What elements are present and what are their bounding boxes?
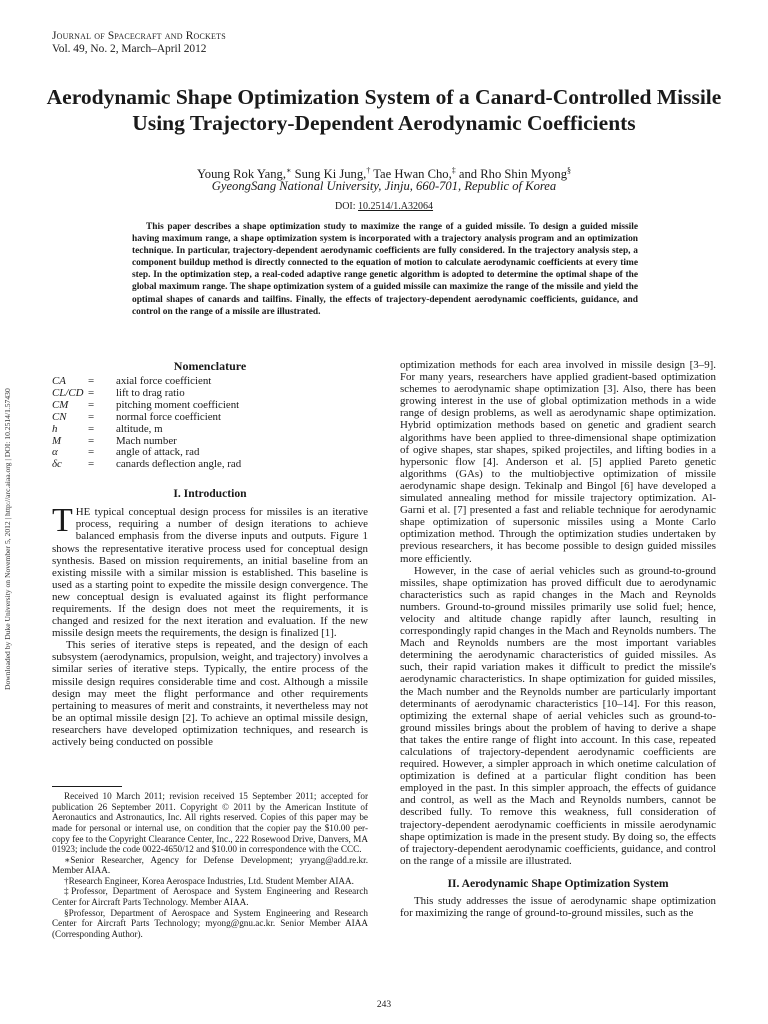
nomenclature-equals: = <box>88 446 95 459</box>
journal-name: Journal of Spacecraft and Rockets <box>52 30 226 42</box>
nomenclature-symbol: CM <box>52 398 69 411</box>
abstract: This paper describes a shape optimization study to maximize the range of a guided missile. To design a guided missile having maximum range, a shape optimization system is incorporated with a trajectory analysis program and an optimization technique. In particular, trajectory-dependent aerodynamic coefficients are fully considered. In the trajectory analysis step, a component buildup method is directly connected to the equation of motion to calculate aerodynamic coefficients at every time step. In the optimization step, a real-coded adaptive range genetic algorithm is adopted to determine the optimal shape of the global maximum range. The shape optimization system of a guided missile can maximize the range of the missile and yield the optimal shapes of canards and tailfins. Finally, the effects of trajectory-dependent aerodynamic coefficients, guidance, and control on the range of a missile are illustrated. <box>132 222 638 317</box>
author-3: Tae Hwan Cho, <box>373 167 452 182</box>
nomenclature-definition: normal force coefficient <box>116 410 222 423</box>
nomenclature-symbol: CA <box>52 375 66 387</box>
right-column <box>400 359 716 919</box>
nomenclature-equals: = <box>88 458 95 471</box>
page-number: 243 <box>376 1000 392 1010</box>
nomenclature-symbol: h <box>52 422 58 435</box>
nomenclature-symbol: CL/CD <box>52 386 84 399</box>
download-notice: Downloaded by Duke University on November 5, 2012 | http://arc.aiaa.org | DOI: 10.2514/1.57430 <box>3 388 12 690</box>
author-and: and <box>458 167 478 182</box>
nomenclature-symbol: δc <box>52 458 62 471</box>
doi-link[interactable]: 10.2514/1.A32064 <box>358 201 434 212</box>
nomenclature-equals: = <box>88 422 95 435</box>
doi-line <box>0 201 768 213</box>
right-paragraph-1: optimization methods for each area involved in missile design [3–9]. For many years, researchers have applied gradient-based optimization schemes to aerodynamic shape optimization [3]. Also, there has been growing interest in the use of global optimization methods in a wide range of design problems, as well as aerodynamic shape optimization. Hybrid optimization methods based on genetic and gradient search algorithms have been applied to three-dimensional shape optimization of ogive shapes, star shapes, spiked projectiles, and lifting bodies in a hypersonic flow [4]. Anderson et al. [5] applied Pareto genetic algorithms (GAs) to the multiobjective optimization of missile aerodynamic shape design. Tekinalp and Bingol [6] have developed a simulated annealing method for missile trajectory optimization. Al-Garni et al. [7] presented a fast and reliable technique for aerodynamic shape optimization of supersonic missiles using a Monte Carlo optimization method. Through the optimization studies undertaken by previous researchers, it has become possible to design guided missiles more efficiently. <box>400 359 716 565</box>
drop-cap: T <box>52 502 73 540</box>
nomenclature-list <box>52 376 368 471</box>
footnote-author-3: ‡Professor, Department of Aerospace and System Engineering and Research Center for Aircraft Parts Technology. Member AIAA. <box>52 886 368 908</box>
section-heading-optimization-system: II. Aerodynamic Shape Optimization System <box>447 876 669 890</box>
nomenclature-row <box>52 436 368 448</box>
journal-issue: Vol. 49, No. 2, March–April 2012 <box>52 43 207 55</box>
intro-paragraph-2: This series of iterative steps is repeated, and the design of each subsystem (aerodynamics, propulsion, weight, and trajectory) involves a similar series of iterative steps. Typically, the entire process of the missile design requires considerable time and cost. Although a missile design may meet the flight performance and other requirements pertaining to measures of merit and constraints, it nevertheless may not be an optimal missile design [2]. To achieve an optimal missile design, researchers have developed optimization techniques, and research is actively being conducted on possible <box>52 639 368 749</box>
nomenclature-definition: axial force coefficient <box>116 375 212 387</box>
nomenclature-equals: = <box>88 375 95 387</box>
right-paragraph-2: However, in the case of aerial vehicles such as ground-to-ground missiles, shape optimization has proved difficult due to aerodynamic characteristics such as rapid changes in the Mach and Reynolds numbers. Ground-to-ground missiles primarily use solid fuel; hence, velocity and altitude change rapidly after launch, resulting in correspondingly rapid changes in the Mach and Reynolds numbers. The Mach and Reynolds numbers are the most important variables determining the aerodynamic characteristics of guided missiles. As such, their rapid variation makes it difficult to predict the missile's aerodynamic characteristics. In shape optimization for guided missiles, the Mach number and the Reynolds number are particularly important determinants of aerodynamic characteristics [10–14]. For this reason, optimizing the external shape of aerial vehicles such as ground-to-ground missiles brings about the problem of having to derive a shape that takes the entire range of flight into account. In this case, repeated calculations of trajectory-dependent aerodynamic coefficients are required. However, a simpler approach in which onetime calculation of optimization is defined at a particular flight condition has been employed in the past. In this simpler approach, the effects of guidance and control, as well as the Mach and Reynolds numbers, cannot be described fully. To remove this weakness, full consideration of trajectory-dependent aerodynamic coefficients in missile aerodynamic shape optimization is made in the present study. By doing so, the effects of trajectory-dependent aerodynamic coefficients, guidance, and control on the range of a missile are illustrated. <box>400 564 716 867</box>
nomenclature-definition: Mach number <box>116 434 177 447</box>
footnote-author-4: §Professor, Department of Aerospace and System Engineering and Research Center for Aircraft Parts Technology; myong@gnu.ac.kr. Senior Member AIAA (Corresponding Author). <box>52 907 368 939</box>
doi-label: DOI: <box>334 201 356 212</box>
nomenclature-symbol: CN <box>52 410 67 423</box>
author-4: Rho Shin Myong <box>480 167 568 182</box>
nomenclature-equals: = <box>88 410 95 423</box>
footnote-rule <box>52 786 122 787</box>
author-4-mark[interactable]: § <box>567 166 572 175</box>
nomenclature-title: Nomenclature <box>173 359 247 373</box>
nomenclature-row <box>52 400 368 412</box>
footnote-author-1: ∗Senior Researcher, Agency for Defense Development; yryang@add.re.kr. Member AIAA. <box>52 854 368 876</box>
nomenclature-definition: pitching moment coefficient <box>116 398 240 411</box>
left-column <box>52 359 368 939</box>
nomenclature-equals: = <box>88 398 95 411</box>
author-2: Sung Ki Jung, <box>294 167 367 182</box>
author-2-mark[interactable]: † <box>366 166 371 175</box>
nomenclature-row <box>52 376 368 388</box>
author-1-mark[interactable]: ∗ <box>285 166 292 175</box>
nomenclature-definition: canards deflection angle, rad <box>116 458 242 471</box>
nomenclature-definition: lift to drag ratio <box>116 386 185 399</box>
nomenclature-definition: altitude, m <box>116 422 163 435</box>
nomenclature-equals: = <box>88 434 95 447</box>
intro-paragraph-1-text: HE typical conceptual design process for missiles is an iterative process, requiring a number of design iterations to achieve balanced emphasis from the diverse inputs and outputs. Figure 1 shows the representative iterative process used for conceptual design synthesis. Based on mission requirements, an initial baseline from an existing missile with a similar mission is established. This baseline is used as a starting point to expedite the missile design convergence. The new conceptual design is evaluated against its flight performance requirements. If the design does not meet the requirements, it is changed and resized for the next iteration and evaluation. If the new missile design meets the requirements, the design is finalized [1]. <box>52 506 368 640</box>
nomenclature-equals: = <box>88 386 95 399</box>
journal-header <box>52 30 226 56</box>
intro-paragraph-1 <box>52 502 368 640</box>
nomenclature-definition: angle of attack, rad <box>116 446 200 459</box>
section-heading-introduction: I. Introduction <box>173 487 247 501</box>
nomenclature-row <box>52 459 368 471</box>
footnotes <box>52 791 368 939</box>
footnote-received: Received 10 March 2011; revision received 15 September 2011; accepted for publication 26 September 2011. Copyright © 2011 by the American Institute of Aeronautics and Astronautics, Inc. All rights reserved. Copies of this paper may be made for personal or internal use, on condition that the copier pay the $10.00 per-copy fee to the Copyright Clearance Center, Inc., 222 Rosewood Drive, Danvers, MA 01923; include the code 0022-4650/12 and $10.00 in correspondence with the CCC. <box>52 791 368 855</box>
nomenclature-row <box>52 412 368 424</box>
right-paragraph-3: This study addresses the issue of aerodynamic shape optimization for maximizing the range of ground-to-ground missiles, such as the <box>400 894 716 920</box>
nomenclature-symbol: α <box>52 446 58 459</box>
paper-title: Aerodynamic Shape Optimization System of a Canard-Controlled Missile Using Trajectory-Dependent Aerodynamic Coefficients <box>46 85 722 135</box>
author-3-mark[interactable]: ‡ <box>451 166 456 175</box>
footnote-author-2: †Research Engineer, Korea Aerospace Industries, Ltd. Student Member AIAA. <box>64 875 354 886</box>
affiliation: GyeongSang National University, Jinju, 660-701, Republic of Korea <box>211 179 557 193</box>
nomenclature-row <box>52 424 368 436</box>
nomenclature-symbol: M <box>52 434 62 447</box>
author-1: Young Rok Yang, <box>196 167 286 182</box>
